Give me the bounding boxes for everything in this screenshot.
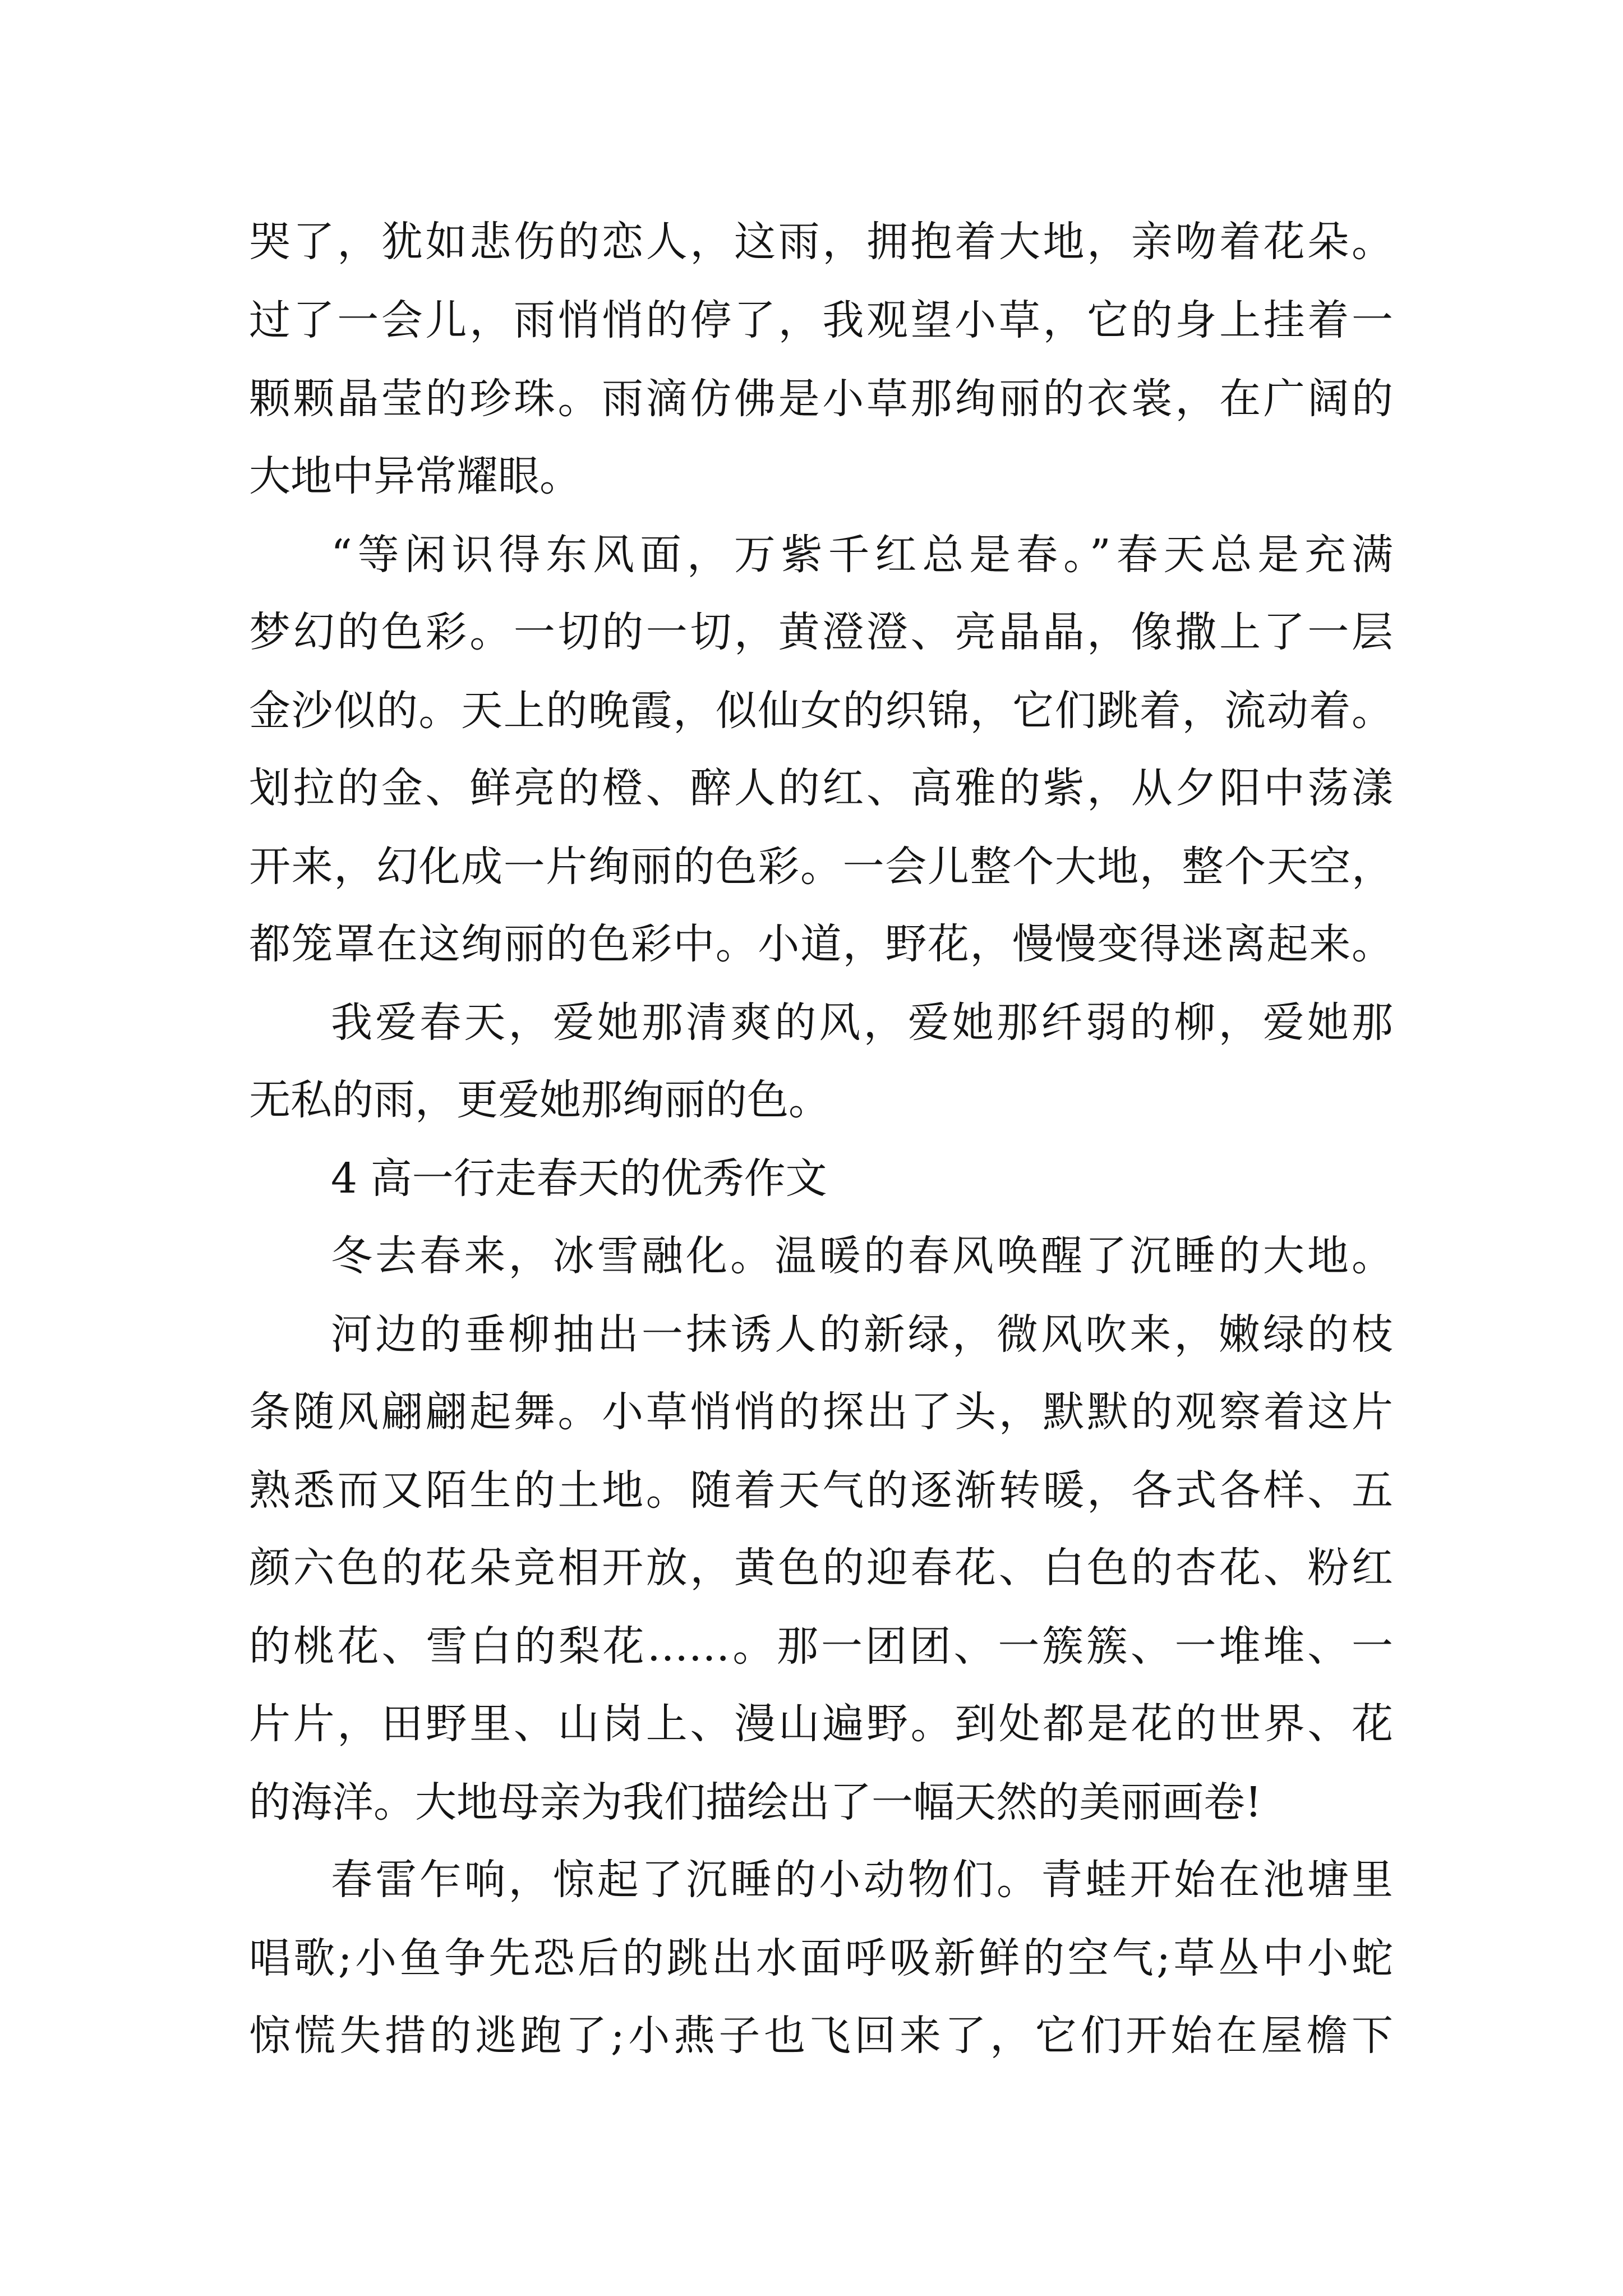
text-line: 梦幻的色彩。一切的一切，黄澄澄、亮晶晶，像撒上了一层 bbox=[249, 608, 1393, 656]
text-line: “等闲识得东风面，万紫千红总是春。”春天总是充满 bbox=[331, 531, 1393, 579]
text-line: 都笼罩在这绚丽的色彩中。小道，野花，慢慢变得迷离起来。 bbox=[249, 920, 1393, 968]
text-line: 我爱春天，爱她那清爽的风，爱她那纤弱的柳，爱她那 bbox=[331, 999, 1393, 1047]
text-line: 划拉的金、鲜亮的橙、醉人的红、高雅的紫，从夕阳中荡漾 bbox=[249, 764, 1393, 812]
text-line: 无私的雨，更爱她那绚丽的色。 bbox=[249, 1076, 830, 1124]
text-line: 熟悉而又陌生的土地。随着天气的逐渐转暖，各式各样、五 bbox=[249, 1466, 1393, 1515]
text-line: 过了一会儿，雨悄悄的停了，我观望小草，它的身上挂着一 bbox=[249, 296, 1393, 344]
text-line: 冬去春来，冰雪融化。温暖的春风唤醒了沉睡的大地。 bbox=[331, 1232, 1393, 1280]
text-line: 大地中异常耀眼。 bbox=[249, 452, 581, 500]
text-line: 片片，田野里、山岗上、漫山遍野。到处都是花的世界、花 bbox=[249, 1700, 1393, 1748]
text-line: 的海洋。大地母亲为我们描绘出了一幅天然的美丽画卷! bbox=[249, 1778, 1262, 1826]
text-line: 河边的垂柳抽出一抹诱人的新绿，微风吹来，嫩绿的枝 bbox=[331, 1310, 1393, 1359]
text-line: 开来，幻化成一片绚丽的色彩。一会儿整个大地，整个天空， bbox=[249, 843, 1393, 891]
text-line: 哭了，犹如悲伤的恋人，这雨，拥抱着大地，亲吻着花朵。 bbox=[249, 218, 1393, 266]
section-heading: 4 高一行走春天的优秀作文 bbox=[331, 1154, 827, 1203]
text-line: 金沙似的。天上的晚霞，似仙女的织锦，它们跳着，流动着。 bbox=[249, 687, 1393, 735]
text-line: 条随风翩翩起舞。小草悄悄的探出了头，默默的观察着这片 bbox=[249, 1388, 1393, 1436]
text-line: 颜六色的花朵竞相开放，黄色的迎春花、白色的杏花、粉红 bbox=[249, 1544, 1393, 1592]
text-line: 惊慌失措的逃跑了;小燕子也飞回来了，它们开始在屋檐下 bbox=[249, 2012, 1393, 2060]
text-line: 的桃花、雪白的梨花……。那一团团、一簇簇、一堆堆、一 bbox=[249, 1622, 1393, 1671]
text-line: 春雷乍响，惊起了沉睡的小动物们。青蛙开始在池塘里 bbox=[331, 1856, 1393, 1904]
text-line: 唱歌;小鱼争先恐后的跳出水面呼吸新鲜的空气;草丛中小蛇 bbox=[249, 1934, 1393, 1982]
text-line: 颗颗晶莹的珍珠。雨滴仿佛是小草那绚丽的衣裳，在广阔的 bbox=[249, 375, 1393, 423]
